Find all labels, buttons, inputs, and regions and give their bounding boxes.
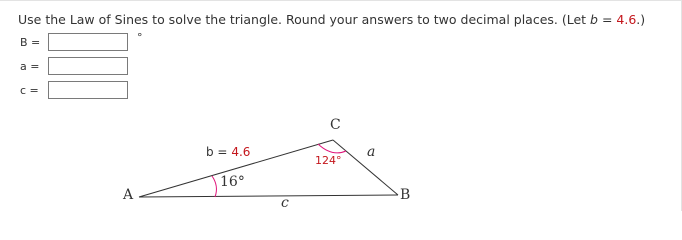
- side-c-line: [139, 195, 398, 197]
- vertex-A-label: A: [123, 187, 134, 203]
- instruction-end: .): [636, 12, 646, 27]
- equals-sign: =: [597, 12, 617, 27]
- angle-C-value: 124°: [315, 154, 342, 167]
- answer-label-a: a =: [20, 60, 40, 73]
- variable-b: b: [590, 12, 598, 27]
- angle-A-arc: [212, 176, 216, 197]
- degree-unit: °: [137, 31, 143, 44]
- angle-A-value: 16°: [220, 174, 245, 190]
- answer-label-B: B =: [20, 36, 41, 49]
- side-b-given-value: 4.6: [231, 145, 251, 159]
- side-a-label: a: [367, 144, 376, 160]
- given-b-value: 4.6: [616, 12, 637, 27]
- side-b-value-text: b =: [206, 145, 232, 159]
- side-b-value-label: [206, 145, 250, 159]
- side-a-line: [333, 140, 398, 195]
- vertex-C-label: C: [330, 117, 341, 133]
- vertex-B-label: B: [400, 187, 411, 203]
- instruction-text: Use the Law of Sines to solve the triangle. Round your answers to two decimal places. (Let: [18, 12, 591, 27]
- angle-C-arc: [318, 144, 346, 153]
- side-c-label: c: [281, 195, 289, 211]
- answer-label-c: c =: [20, 84, 39, 97]
